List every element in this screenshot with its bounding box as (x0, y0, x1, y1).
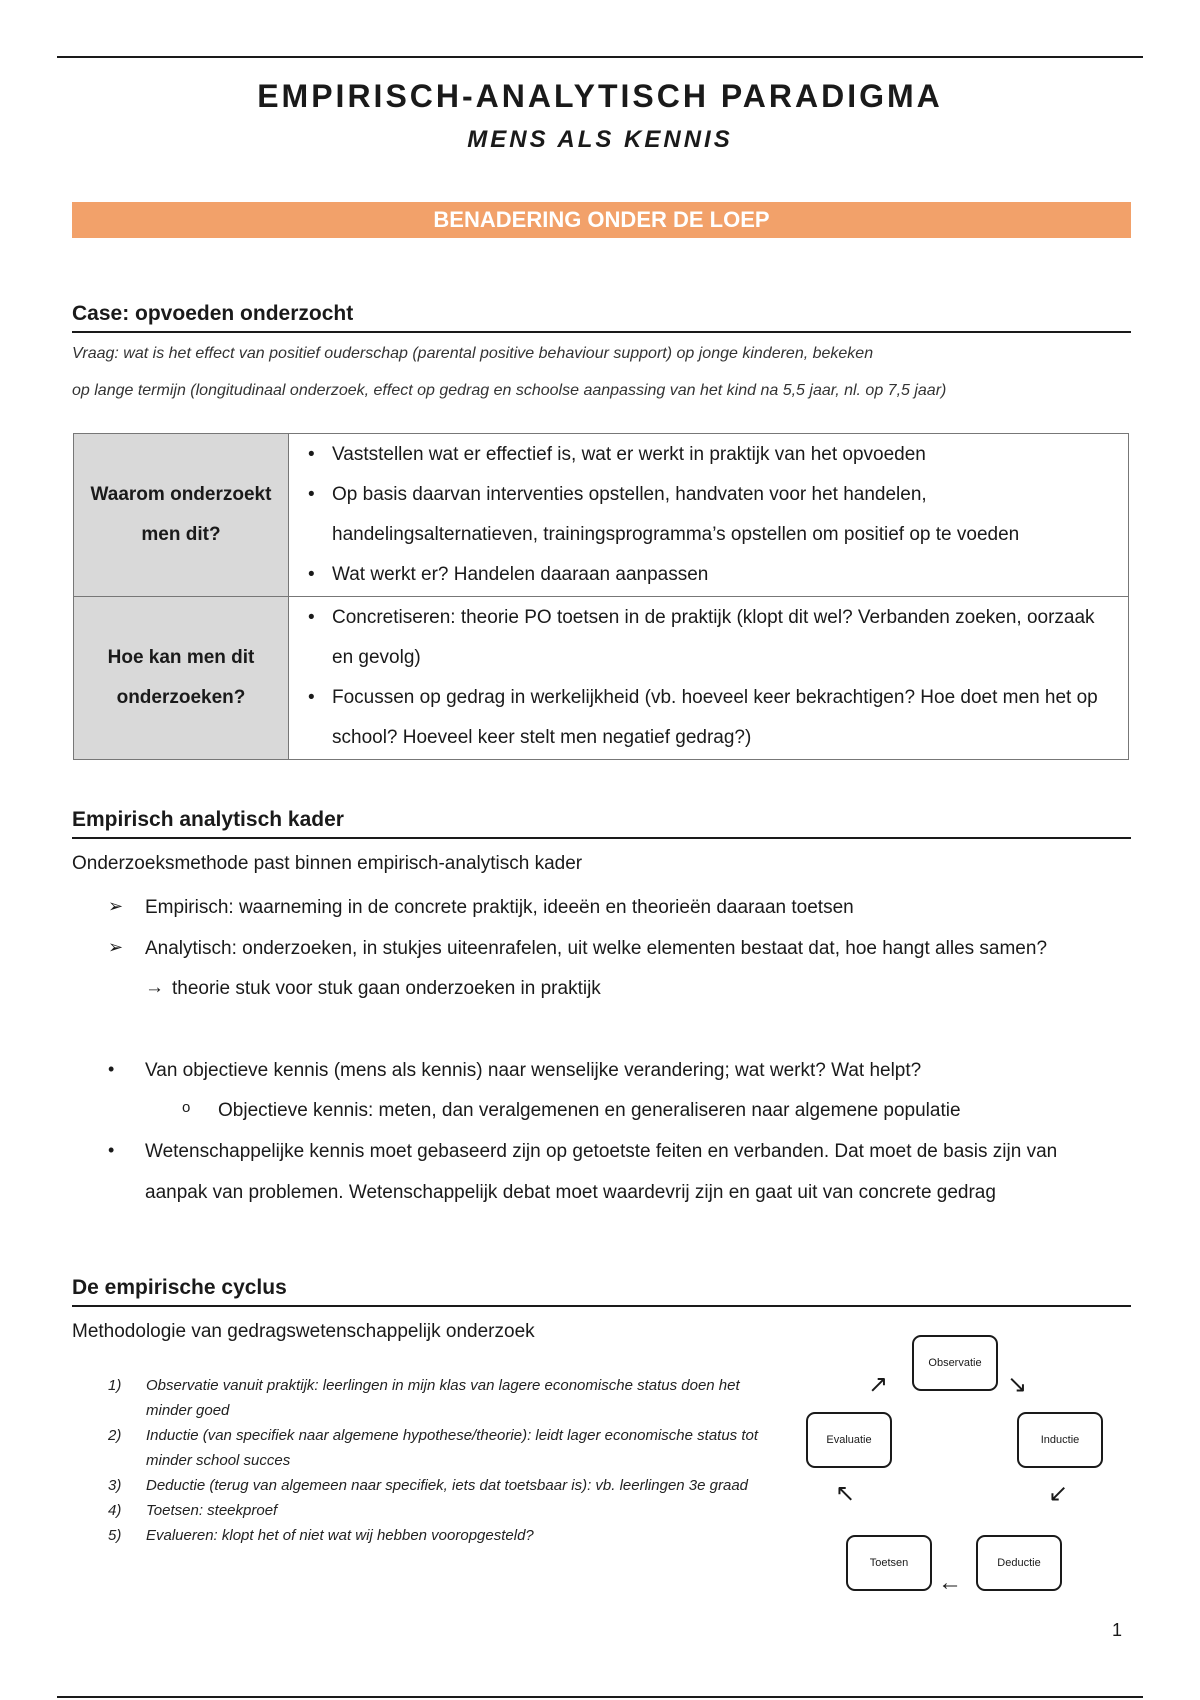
page-subtitle: MENS ALS KENNIS (467, 126, 733, 153)
top-rule (57, 56, 1143, 58)
bullet-icon: • (108, 1059, 115, 1079)
table-row (74, 434, 1129, 597)
list-item: 1) Observatie vanuit praktijk: leerlingen in mijn klas van lagere economische status doen het minder goed (108, 1377, 740, 1419)
list-item: 3) Deductie (terug van algemeen naar specifiek, iets dat toetsbaar is): vb. leerlingen 3e graad (108, 1477, 749, 1494)
arrowhead-bullet-icon: ➢ (108, 937, 124, 957)
arrow-item: Analytisch: onderzoeken, in stukjes uiteenrafelen, uit welke elementen bestaat dat, hoe hangt alles samen? (145, 938, 1048, 959)
list-item: • Wat werkt er? Handelen daaraan aanpassen (332, 555, 1117, 595)
list-item: • Vaststellen wat er effectief is, wat er werkt in praktijk van het opvoeden (332, 435, 1117, 475)
kader-intro: Onderzoeksmethode past binnen empirisch-analytisch kader (72, 853, 583, 874)
case-heading: Case: opvoeden onderzocht (72, 302, 1131, 333)
table-row (74, 597, 1129, 760)
arrow-up-right-icon: ↗ (868, 1371, 889, 1398)
list-item: 5) Evalueren: klopt het of niet wat wij hebben vooropgesteld? (108, 1527, 534, 1544)
arrow-sub-item: theorie stuk voor stuk gaan onderzoeken in praktijk (172, 978, 601, 999)
node-toetsen: Toetsen (846, 1535, 932, 1591)
cyclus-heading: De empirische cyclus (72, 1276, 1131, 1307)
bottom-rule (57, 1696, 1143, 1698)
list-item: 4) Toetsen: steekproef (108, 1502, 278, 1519)
row-content (289, 434, 1129, 597)
bullet-item-line-2: aanpak van problemen. Wetenschappelijk debat moet waardevrij zijn en gaat uit van concrete gedrag (145, 1182, 996, 1203)
page-number: 1 (1112, 1620, 1123, 1640)
arrow-up-left-icon: ↖ (835, 1480, 856, 1507)
list-item: 2) Inductie (van specifiek naar algemene hypothese/theorie): leidt lager economische status tot minder school succes (108, 1427, 759, 1469)
list-item: • Concretiseren: theorie PO toetsen in de praktijk (klopt dit wel? Verbanden zoeken, oorzaak en gevolg) (332, 598, 1117, 678)
node-evaluatie: Evaluatie (806, 1412, 892, 1468)
case-question-line-1: Vraag: wat is het effect van positief ouderschap (parental positive behaviour support) op jonge kinderen, bekeken (72, 345, 874, 362)
arrow-down-right-icon: ↘ (1007, 1371, 1028, 1398)
node-observatie: Observatie (912, 1335, 998, 1391)
node-inductie: Inductie (1017, 1412, 1103, 1468)
case-table (73, 433, 1129, 760)
case-question-line-2: op lange termijn (longitudinaal onderzoek, effect op gedrag en schoolse aanpassing van het kind na 5,5 jaar, nl. op 7,5 jaar) (72, 382, 947, 399)
right-arrow-icon: → (145, 977, 164, 998)
sub-bullet-item: Objectieve kennis: meten, dan veralgemenen en generaliseren naar algemene populatie (218, 1100, 961, 1121)
row-content (289, 597, 1129, 760)
arrow-down-left-icon: ↙ (1048, 1480, 1069, 1507)
kader-heading: Empirisch analytisch kader (72, 808, 1131, 839)
circle-bullet-icon: o (182, 1099, 191, 1116)
bullet-item: Van objectieve kennis (mens als kennis) naar wenselijke verandering; wat werkt? Wat helpt? (145, 1060, 922, 1081)
section-banner: BENADERING ONDER DE LOEP (72, 202, 1131, 238)
bullet-item-line-1: Wetenschappelijke kennis moet gebaseerd zijn op getoetste feiten en verbanden. Dat moet de basis zijn van (145, 1141, 1058, 1162)
list-item: • Focussen op gedrag in werkelijkheid (vb. hoeveel keer bekrachtigen? Hoe doet men het op school? Hoeveel keer stelt men negatief gedrag?) (332, 678, 1117, 758)
arrow-item: Empirisch: waarneming in de concrete praktijk, ideeën en theorieën daaraan toetsen (145, 897, 854, 918)
arrow-left-icon: ← (938, 1569, 962, 1596)
cyclus-intro: Methodologie van gedragswetenschappelijk onderzoek (72, 1321, 535, 1342)
row-label: Hoe kan men dit onderzoeken? (74, 597, 289, 760)
arrowhead-bullet-icon: ➢ (108, 896, 124, 916)
row-label: Waarom onderzoekt men dit? (74, 434, 289, 597)
cycle-steps-list (108, 1373, 768, 1548)
list-item: • Op basis daarvan interventies opstellen, handvaten voor het handelen, handelingsalternatieven, trainingsprogramma’s opstellen om positief op te voeden (332, 475, 1117, 555)
page-title: EMPIRISCH-ANALYTISCH PARADIGMA (257, 78, 943, 114)
bullet-icon: • (108, 1140, 115, 1160)
node-deductie: Deductie (976, 1535, 1062, 1591)
